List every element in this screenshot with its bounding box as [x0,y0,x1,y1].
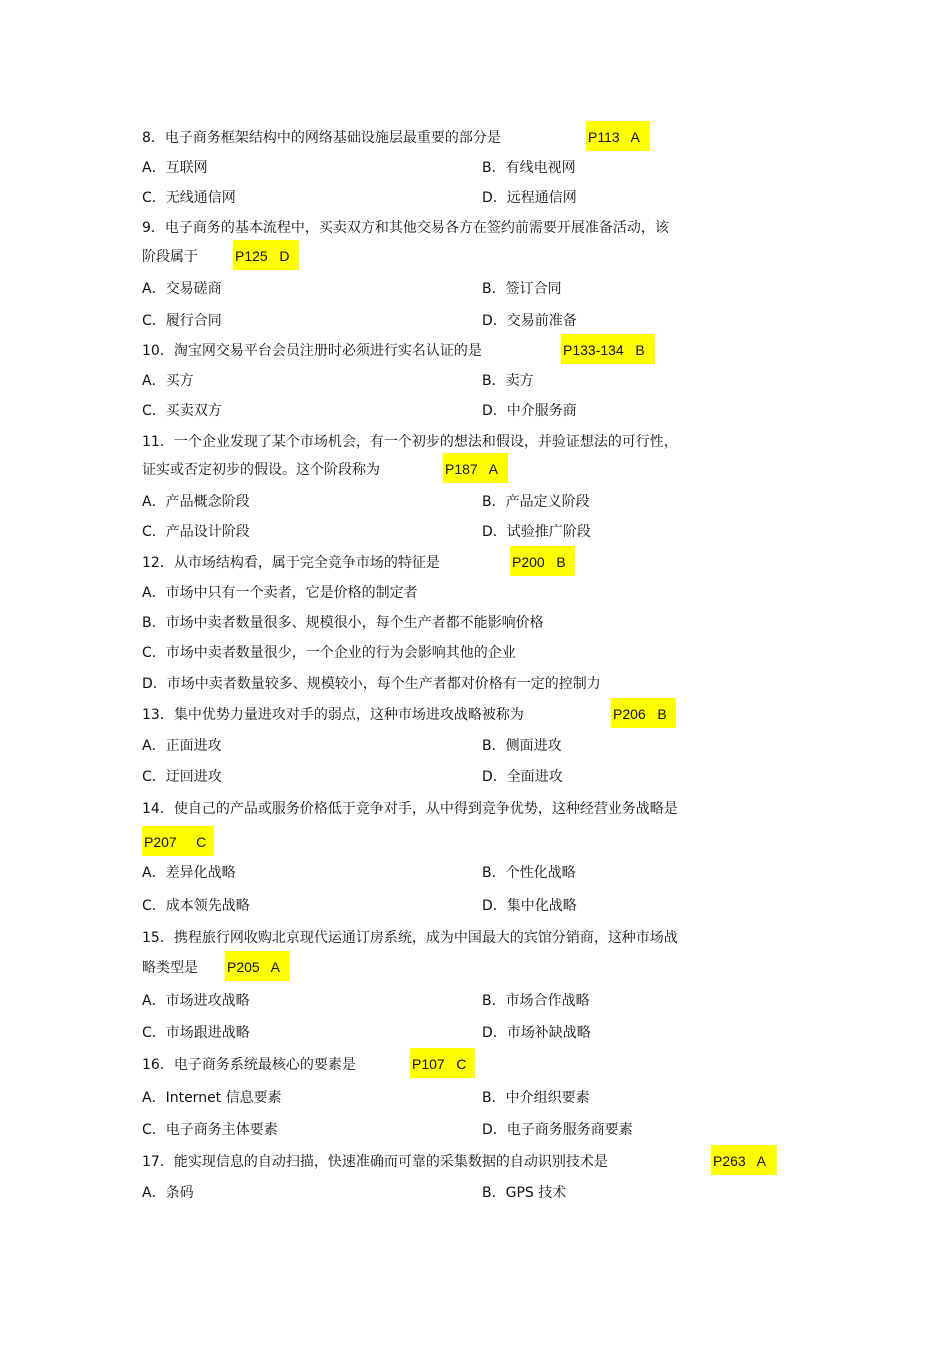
question-10-option-d: D．中介服务商 [482,403,577,419]
question-8-answer-highlight: P113 A [586,121,650,151]
question-15-option-c: C．市场跟进战略 [142,1025,250,1041]
question-14-stem: 14．使自己的产品或服务价格低于竞争对手，从中得到竞争优势，这种经营业务战略是 [142,801,678,817]
question-9-option-d: D．交易前准备 [482,313,577,329]
question-8-option-a: A．互联网 [142,160,208,176]
question-10-answer-highlight: P133-134 B [561,334,655,364]
question-9-option-c: C．履行合同 [142,313,222,329]
question-10-option-a: A．买方 [142,373,194,389]
question-10-option-b: B．卖方 [482,373,534,389]
question-11-answer-highlight: P187 A [443,453,508,483]
question-15-option-a: A．市场进攻战略 [142,993,250,1009]
question-12-option-a: A．市场中只有一个卖者，它是价格的制定者 [142,585,418,601]
question-10-stem: 10．淘宝网交易平台会员注册时必须进行实名认证的是 [142,343,482,359]
question-14-option-a: A．差异化战略 [142,865,236,881]
question-14-option-d: D．集中化战略 [482,898,577,914]
question-15-stem-line-1: 15．携程旅行网收购北京现代运通订房系统，成为中国最大的宾馆分销商，这种市场战 [142,930,678,946]
question-15-option-b: B．市场合作战略 [482,993,590,1009]
question-17-option-a: A．条码 [142,1185,194,1201]
question-14-answer-highlight: P207 C [142,826,214,856]
question-12-answer-highlight: P200 B [510,546,575,576]
question-16-option-d: D．电子商务服务商要素 [482,1122,633,1138]
question-9-option-b: B．签订合同 [482,281,562,297]
question-17-option-b: B．GPS 技术 [482,1185,567,1201]
question-14-option-c: C．成本领先战略 [142,898,250,914]
question-12-option-d: D．市场中卖者数量较多、规模较小，每个生产者都对价格有一定的控制力 [142,676,601,692]
question-17-stem: 17．能实现信息的自动扫描，快速准确而可靠的采集数据的自动识别技术是 [142,1154,608,1170]
question-11-option-c: C．产品设计阶段 [142,524,250,540]
question-12-stem: 12．从市场结构看，属于完全竞争市场的特征是 [142,555,440,571]
question-11-stem-line-2: 证实或否定初步的假设。这个阶段称为 [142,462,380,478]
question-16-option-a: A．Internet 信息要素 [142,1090,282,1106]
question-15-option-d: D．市场补缺战略 [482,1025,591,1041]
question-10-option-c: C．买卖双方 [142,403,222,419]
question-16-option-c: C．电子商务主体要素 [142,1122,278,1138]
question-12-option-b: B．市场中卖者数量很多、规模很小，每个生产者都不能影响价格 [142,615,544,631]
question-13-stem: 13．集中优势力量进攻对手的弱点，这种市场进攻战略被称为 [142,707,524,723]
question-13-answer-highlight: P206 B [611,698,676,728]
question-11-option-b: B．产品定义阶段 [482,494,590,510]
question-9-option-a: A．交易磋商 [142,281,222,297]
question-13-option-c: C．迂回进攻 [142,769,222,785]
question-8-option-b: B．有线电视网 [482,160,576,176]
question-8-option-d: D．远程通信网 [482,190,577,206]
question-15-stem-line-2: 略类型是 [142,960,198,976]
question-9-stem-line-1: 9．电子商务的基本流程中，买卖双方和其他交易各方在签约前需要开展准备活动，该 [142,220,669,236]
question-14-option-b: B．个性化战略 [482,865,576,881]
question-17-answer-highlight: P263 A [711,1145,777,1175]
question-8-stem: 8．电子商务框架结构中的网络基础设施层最重要的部分是 [142,130,501,146]
question-16-option-b: B．中介组织要素 [482,1090,590,1106]
question-9-answer-highlight: P125 D [233,240,299,270]
question-8-option-c: C．无线通信网 [142,190,236,206]
question-13-option-b: B．侧面进攻 [482,738,562,754]
question-11-option-d: D．试验推广阶段 [482,524,591,540]
question-13-option-a: A．正面进攻 [142,738,222,754]
question-11-option-a: A．产品概念阶段 [142,494,250,510]
question-16-answer-highlight: P107 C [410,1048,475,1078]
question-16-stem: 16．电子商务系统最核心的要素是 [142,1057,356,1073]
question-12-option-c: C．市场中卖者数量很少，一个企业的行为会影响其他的企业 [142,645,516,661]
question-15-answer-highlight: P205 A [225,951,290,981]
question-13-option-d: D．全面进攻 [482,769,563,785]
question-11-stem-line-1: 11．一个企业发现了某个市场机会，有一个初步的想法和假设，并验证想法的可行性， [142,434,678,450]
question-9-stem-line-2: 阶段属于 [142,249,198,265]
